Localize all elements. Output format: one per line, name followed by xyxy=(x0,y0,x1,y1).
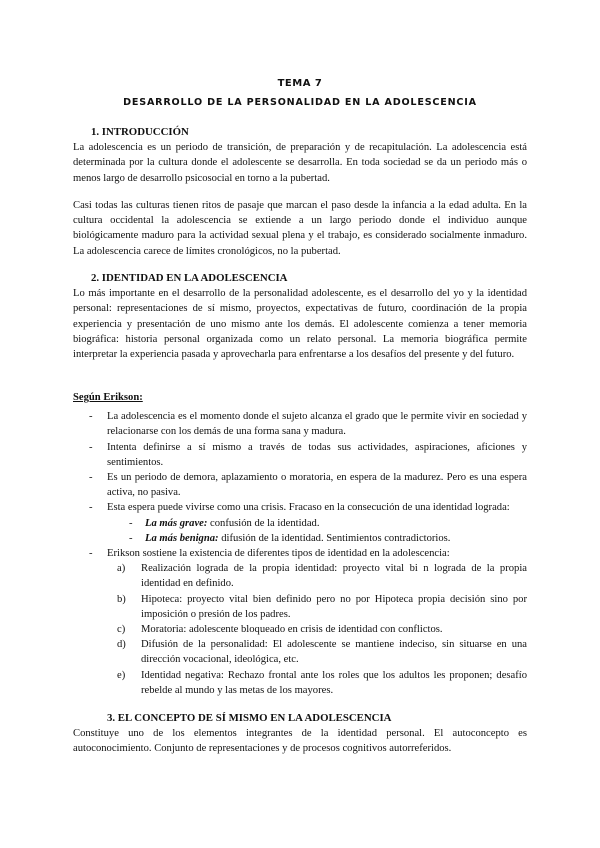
paragraph: Constituye uno de los elementos integrantes de la identidad personal. El autoconcepto es autoconocimiento. Conjunto de representaciones y de procesos cognitivos autorreferidos. xyxy=(73,728,527,755)
section-heading-1: 1. INTRODUCCIÓN xyxy=(91,126,189,138)
alpha-item: c) Moratoria: adolescente bloqueado en crisis de identidad con conflictos. xyxy=(117,624,443,636)
sub-list-item: - La más grave: confusión de la identidad. xyxy=(129,517,320,529)
erikson-list xyxy=(73,409,527,698)
alpha-item: e) Identidad negativa: Rechazo frontal ante los roles que los adultos les proponen; desafío rebelde al mundo y las metas de los mayores. xyxy=(117,669,527,696)
identity-types-list xyxy=(107,561,527,698)
erikson-section xyxy=(73,390,527,698)
alpha-item: b) Hipoteca: proyecto vital bien definido pero no por Hipoteca propia decisión sino por imposición o presión de los padres. xyxy=(117,593,527,620)
sub-list xyxy=(107,516,527,546)
section-introduccion-p2 xyxy=(73,198,527,259)
paragraph: Casi todas las culturas tienen ritos de pasaje que marcan el paso desde la infancia a la edad adulta. En la cultura occidental la adolescencia se extiende a un largo periodo donde el individuo aunque biológicamente maduro para la actividad sexual plena y el trabajo, es considerado socialmente inmaduro. La adolescencia carece de límites cronológicos, no la pubertad. xyxy=(73,200,527,257)
list-item: - Erikson sostiene la existencia de diferentes tipos de identidad en la adolescencia: a) Realización lograda de la propia identidad: proyecto vital bi n lograda de la propia identidad en definido. b) Hipoteca: proyecto vital bien definido pero no por Hipoteca propia decisión sino por imposición o presión de los padres. c) Moratoria: adolescente bloqueado en crisis de identidad con conflictos. d) Difusión de la personalidad: El adolescente se mantiene indeciso, sin situarse en una dirección vocacional, ideológica, etc. e) Identidad negativa: Rechazo frontal ante los roles que los adultos les proponen; desafío rebelde al mundo y las metas de los mayores. xyxy=(73,546,527,698)
section-introduccion xyxy=(73,125,527,186)
tema-title: TEMA 7 xyxy=(277,78,323,89)
paragraph: Lo más importante en el desarrollo de la personalidad adolescente, es el desarrollo del yo y la identidad personal: representaciones de sí mismo, proyectos, expectativas de futuro, coordinación de la propia experiencia y presentación de uno mismo ante los demás. El adolescente comienza a tener memoria biográfica: historia personal organizada como un relato personal. La memoria biográfica permite interpretar la experiencia pasada y aprovecharla para enfrentarse a los desafíos del presente y del futuro. xyxy=(73,288,527,361)
erikson-label: Según Erikson: xyxy=(73,392,143,403)
list-item: - Es un periodo de demora, aplazamiento o moratoria, en espera de la madurez. Pero es una espera activa, no pasiva. xyxy=(89,472,527,499)
section-identidad xyxy=(73,271,527,362)
list-item: - La adolescencia es el momento donde el sujeto alcanza el grado que le permite vivir en sociedad y relacionarse con los demás de una forma sana y madura. xyxy=(89,411,527,438)
section-heading-2: 2. IDENTIDAD EN LA ADOLESCENCIA xyxy=(91,272,288,284)
section-heading-3: 3. EL CONCEPTO DE SÍ MISMO EN LA ADOLESCENCIA xyxy=(107,712,392,724)
sub-list-item: - La más benigna: difusión de la identidad. Sentimientos contradictorios. xyxy=(129,532,451,544)
document-subtitle: DESARROLLO DE LA PERSONALIDAD EN LA ADOLESCENCIA xyxy=(123,97,477,108)
list-item: - Esta espera puede vivirse como una crisis. Fracaso en la consecución de una identidad lograda: - La más grave: confusión de la identidad. - La más benigna: difusión de la identidad. Sentimientos contradictorios. xyxy=(73,500,527,546)
alpha-item: d) Difusión de la personalidad: El adolescente se mantiene indeciso, sin situarse en una dirección vocacional, ideológica, etc. xyxy=(117,639,527,666)
alpha-item: a) Realización lograda de la propia identidad: proyecto vital bi n lograda de la propia identidad en definido. xyxy=(117,563,527,590)
list-item: - Intenta definirse a sí mismo a través de todas sus actividades, aspiraciones, aficiones y sentimientos. xyxy=(89,441,527,468)
section-concepto xyxy=(73,711,527,757)
paragraph: La adolescencia es un periodo de transición, de preparación y de recapitulación. La adolescencia está determinada por la cultura donde el adolescente se desarrolla. En toda sociedad se da un periodo más o menos largo de desarrollo psicosocial en torno a la pubertad. xyxy=(73,142,527,184)
